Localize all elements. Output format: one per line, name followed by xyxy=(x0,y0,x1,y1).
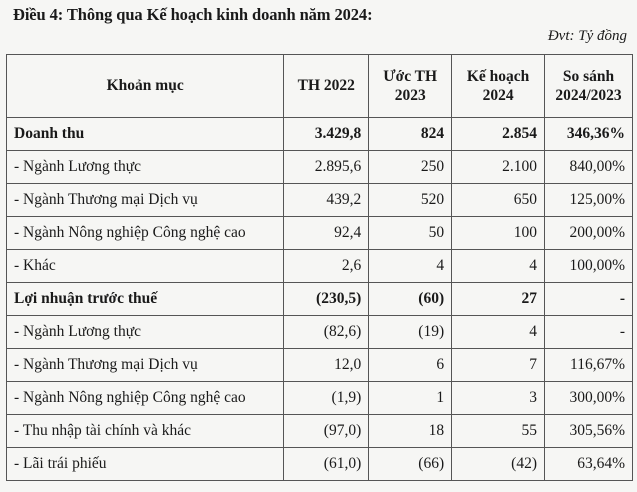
header-text: Khoản mục xyxy=(106,77,184,95)
row-label: - Ngành Lương thực xyxy=(7,151,284,184)
cell-th-2022: 439,2 xyxy=(284,184,369,217)
cell-th-2022: (61,0) xyxy=(284,448,369,481)
cell-so-sanh: 305,56% xyxy=(545,415,633,448)
cell-ke-hoach-2024: 55 xyxy=(452,415,545,448)
section-heading: Điều 4: Thông qua Kế hoạch kinh doanh năm 2024: xyxy=(13,5,373,24)
table-row xyxy=(7,349,633,382)
cell-th-2022: 2.895,6 xyxy=(284,151,369,184)
cell-ke-hoach-2024: 650 xyxy=(452,184,545,217)
cell-uoc-th-2023: 4 xyxy=(369,250,452,283)
table-row-group xyxy=(7,283,633,316)
table-row xyxy=(7,250,633,283)
cell-ke-hoach-2024: 7 xyxy=(452,349,545,382)
cell-so-sanh: 125,00% xyxy=(545,184,633,217)
cell-th-2022: (82,6) xyxy=(284,316,369,349)
table-row xyxy=(7,316,633,349)
row-label: - Ngành Nông nghiệp Công nghệ cao xyxy=(7,382,284,415)
cell-th-2022: (1,9) xyxy=(284,382,369,415)
cell-uoc-th-2023: (19) xyxy=(369,316,452,349)
cell-ke-hoach-2024: 100 xyxy=(452,217,545,250)
header-text: 2024 xyxy=(482,87,514,104)
cell-th-2022: (97,0) xyxy=(284,415,369,448)
cell-uoc-th-2023: 824 xyxy=(369,118,452,151)
cell-uoc-th-2023: 18 xyxy=(369,415,452,448)
table-row xyxy=(7,184,633,217)
cell-uoc-th-2023: 50 xyxy=(369,217,452,250)
cell-uoc-th-2023: 250 xyxy=(369,151,452,184)
cell-so-sanh: 63,64% xyxy=(545,448,633,481)
header-text: TH 2022 xyxy=(297,77,355,95)
header-text: 2023 xyxy=(394,87,426,104)
cell-ke-hoach-2024: 2.854 xyxy=(452,118,545,151)
cell-uoc-th-2023: 6 xyxy=(369,349,452,382)
cell-so-sanh: 840,00% xyxy=(545,151,633,184)
cell-th-2022: 2,6 xyxy=(284,250,369,283)
business-plan-table xyxy=(6,54,633,481)
cell-so-sanh: - xyxy=(545,316,633,349)
row-label: - Thu nhập tài chính và khác xyxy=(7,415,284,448)
cell-so-sanh: 200,00% xyxy=(545,217,633,250)
row-label: - Ngành Nông nghiệp Công nghệ cao xyxy=(7,217,284,250)
cell-th-2022: 3.429,8 xyxy=(284,118,369,151)
cell-uoc-th-2023: 1 xyxy=(369,382,452,415)
header-th-2022 xyxy=(284,55,369,118)
header-so-sanh xyxy=(545,55,633,118)
table-row xyxy=(7,151,633,184)
cell-th-2022: 12,0 xyxy=(284,349,369,382)
table-header-row xyxy=(7,55,633,118)
table-row xyxy=(7,415,633,448)
header-uoc-th-2023 xyxy=(369,55,452,118)
cell-so-sanh: - xyxy=(545,283,633,316)
table-row xyxy=(7,217,633,250)
cell-so-sanh: 116,67% xyxy=(545,349,633,382)
cell-ke-hoach-2024: 4 xyxy=(452,316,545,349)
cell-uoc-th-2023: (66) xyxy=(369,448,452,481)
header-ke-hoach-2024 xyxy=(452,55,545,118)
cell-th-2022: (230,5) xyxy=(284,283,369,316)
table-row xyxy=(7,448,633,481)
unit-label: Đvt: Tỷ đồng xyxy=(547,28,627,44)
table-body xyxy=(7,118,633,481)
header-text: Kế hoạch xyxy=(466,67,530,85)
cell-th-2022: 92,4 xyxy=(284,217,369,250)
table-row-group xyxy=(7,118,633,151)
cell-so-sanh: 100,00% xyxy=(545,250,633,283)
cell-ke-hoach-2024: 4 xyxy=(452,250,545,283)
header-text: 2024/2023 xyxy=(555,87,622,104)
row-label: - Ngành Thương mại Dịch vụ xyxy=(7,184,284,217)
row-label: - Lãi trái phiếu xyxy=(7,448,284,481)
row-label: Lợi nhuận trước thuế xyxy=(7,283,284,316)
row-label: Doanh thu xyxy=(7,118,284,151)
row-label: - Khác xyxy=(7,250,284,283)
header-text: So sánh xyxy=(562,67,615,85)
cell-ke-hoach-2024: 2.100 xyxy=(452,151,545,184)
cell-ke-hoach-2024: 3 xyxy=(452,382,545,415)
cell-ke-hoach-2024: (42) xyxy=(452,448,545,481)
table-row xyxy=(7,382,633,415)
cell-so-sanh: 346,36% xyxy=(545,118,633,151)
cell-uoc-th-2023: (60) xyxy=(369,283,452,316)
row-label: - Ngành Lương thực xyxy=(7,316,284,349)
cell-so-sanh: 300,00% xyxy=(545,382,633,415)
header-khoan-muc xyxy=(7,55,284,118)
cell-ke-hoach-2024: 27 xyxy=(452,283,545,316)
header-text: Ước TH xyxy=(383,67,438,85)
row-label: - Ngành Thương mại Dịch vụ xyxy=(7,349,284,382)
cell-uoc-th-2023: 520 xyxy=(369,184,452,217)
